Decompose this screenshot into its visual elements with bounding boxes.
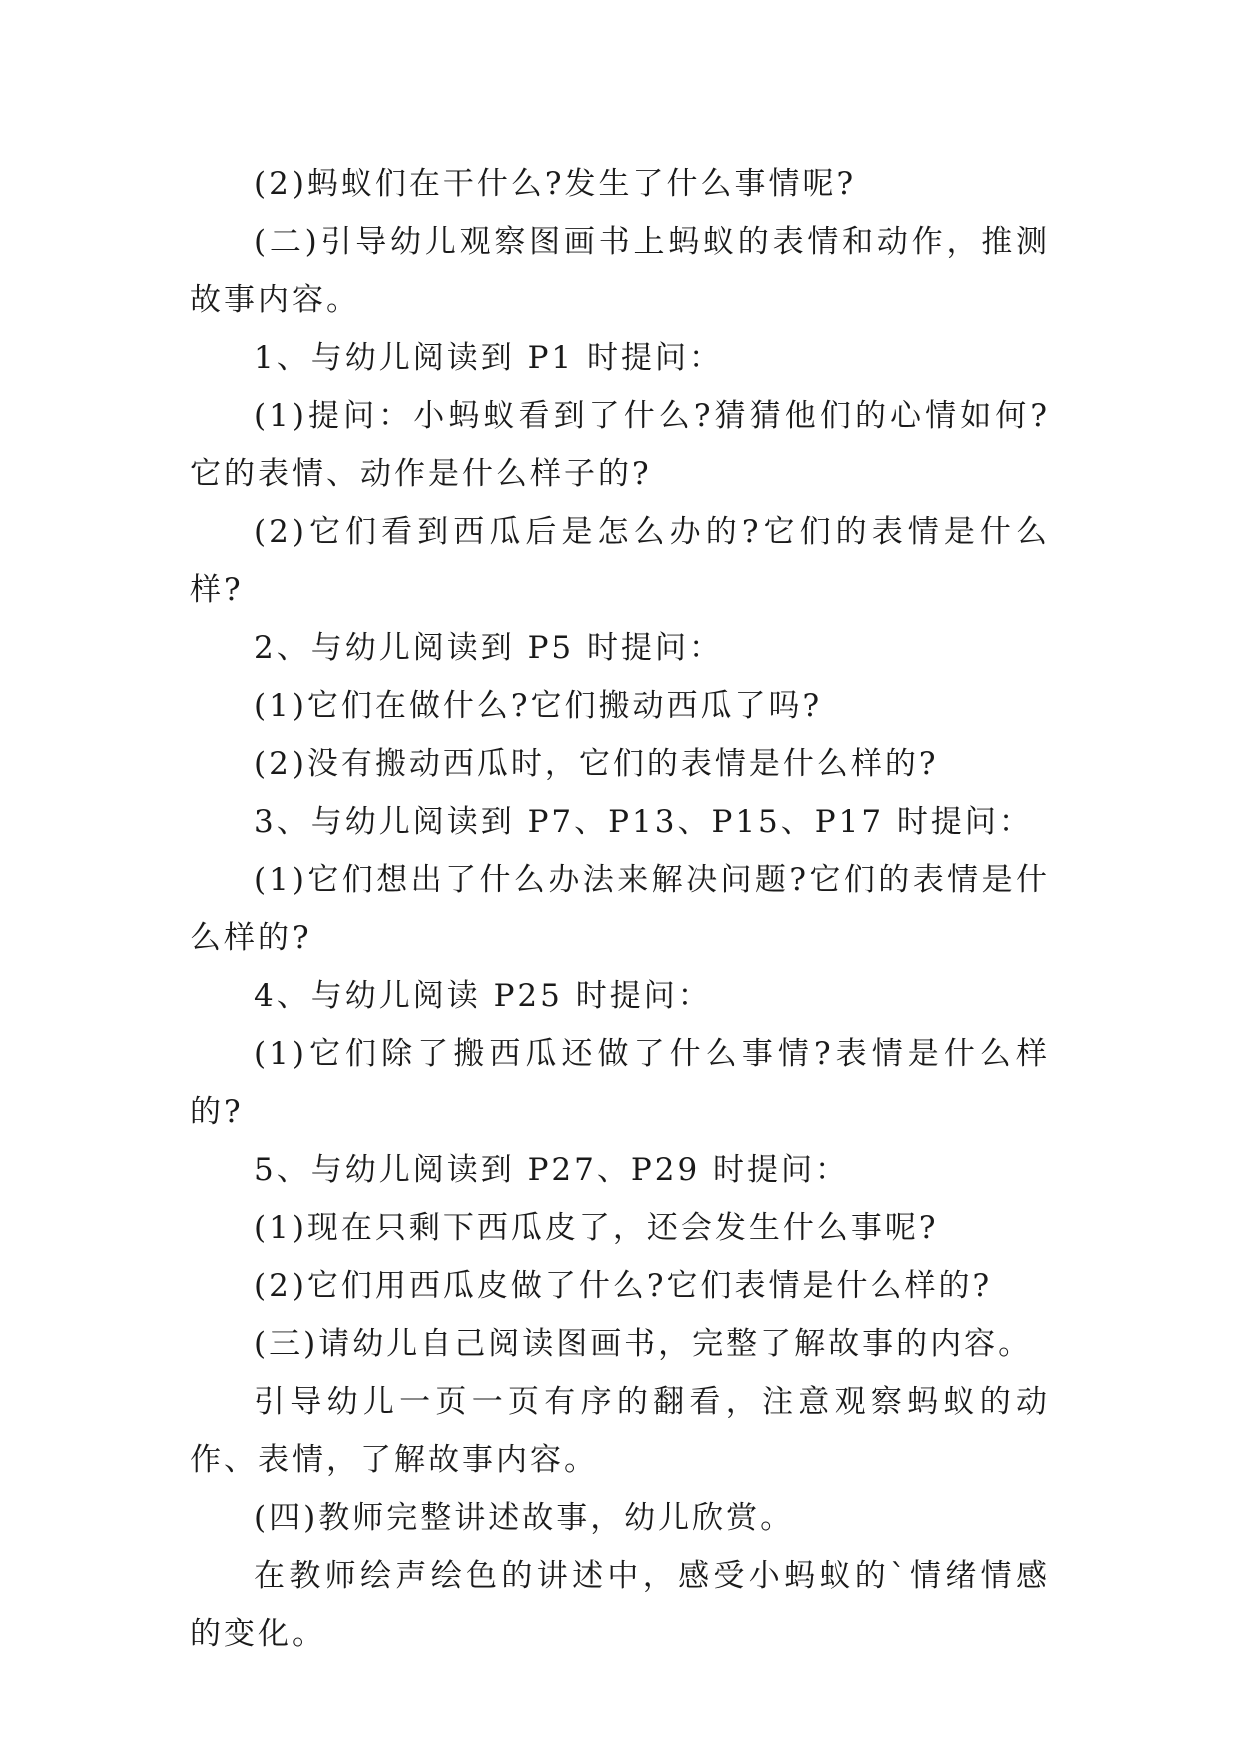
paragraph: 4、与幼儿阅读 P25 时提问： — [254, 978, 712, 1014]
paragraph: (1)它们除了搬西瓜还做了什么事情?表情是什么样的? — [190, 1036, 1050, 1130]
paragraph: (2)蚂蚁们在干什么?发生了什么事情呢? — [254, 166, 857, 202]
paragraph: (1)它们想出了什么办法来解决问题?它们的表情是什么样的? — [190, 862, 1050, 956]
paragraph: (1)它们在做什么?它们搬动西瓜了吗? — [254, 688, 823, 724]
paragraph: (1)现在只剩下西瓜皮了，还会发生什么事呢? — [254, 1210, 939, 1246]
paragraph: (2)没有搬动西瓜时，它们的表情是什么样的? — [254, 746, 939, 782]
paragraph: (四)教师完整讲述故事，幼儿欣赏。 — [254, 1500, 795, 1536]
paragraph: (1)提问：小蚂蚁看到了什么?猜猜他们的心情如何?它的表情、动作是什么样子的? — [190, 398, 1050, 492]
paragraph: (2)它们用西瓜皮做了什么?它们表情是什么样的? — [254, 1268, 993, 1304]
paragraph: 在教师绘声绘色的讲述中，感受小蚂蚁的`情绪情感的变化。 — [190, 1558, 1050, 1652]
paragraph: (二)引导幼儿观察图画书上蚂蚁的表情和动作，推测故事内容。 — [190, 224, 1050, 318]
document-body — [190, 155, 1050, 1663]
paragraph: 3、与幼儿阅读到 P7、P13、P15、P17 时提问： — [254, 804, 1033, 840]
paragraph: 1、与幼儿阅读到 P1 时提问： — [254, 340, 724, 376]
paragraph: (2)它们看到西瓜后是怎么办的?它们的表情是什么样? — [190, 514, 1050, 608]
paragraph: 引导幼儿一页一页有序的翻看，注意观察蚂蚁的动作、表情，了解故事内容。 — [190, 1384, 1050, 1478]
paragraph: 2、与幼儿阅读到 P5 时提问： — [254, 630, 724, 666]
paragraph: 5、与幼儿阅读到 P27、P29 时提问： — [254, 1152, 850, 1188]
paragraph: (三)请幼儿自己阅读图画书，完整了解故事的内容。 — [254, 1326, 1033, 1362]
